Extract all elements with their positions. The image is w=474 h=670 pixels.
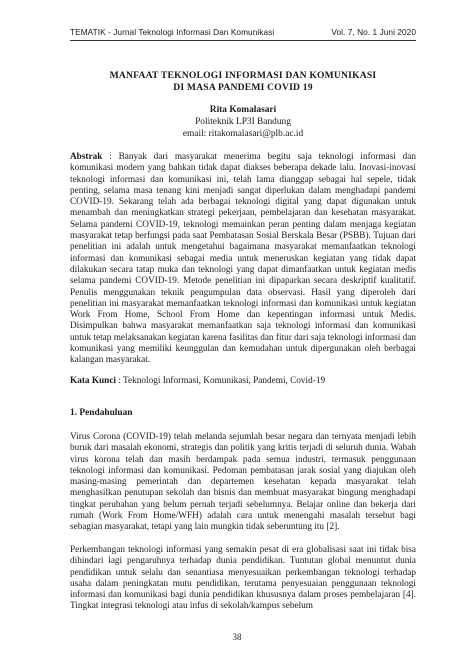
intro-paragraph-2: Perkembangan teknologi informasi yang semakin pesat di era globalisasi saat ini tidak bisa dihindari lagi pengaruhnya terhadap dunia pendidikan. Tuntutan global menuntut dunia pendidikan untuk selalu dan senantiasa menyesuaikan perkembangan teknologi terhadap usaha dalam peningkatan mutu pendidikan, terutama penyesuaian penggunaan teknologi informasi dan komunikasi bagi dunia pendidikan khususnya dalam proses pembelajaran [4]. Tingkat integrasi teknologi atau infus di sekolah/kampus sebelum (70, 545, 416, 612)
abstract-text: : Banyak dari masyarakat menerima begitu saja teknologi informasi dan komunikasi modern yang bahkan tidak dapat diakses beberapa dekade lalu. Inovasi-inovasi teknologi informasi dan komunikasi ini, telah lama dianggap sebagai hal sepele, tidak penting, selama masa tenang kini menjadi sangat diperlukan dalam menghadapi pandemi COVID-19. Sekarang telah ada berbagai teknologi digital yang dapat digunakan untuk menambah dan meningkatkan strategi pekerjaan, pembelajaran dan kesehatan masyarakat. Selama pandemi COVID-19, teknologi memainkan peran penting dalam menjaga kegiatan masyarakat tetap berfungsi pada saat Pembatasan Sosial Berskala Besar (PSBB). Tujuan dari penelitian ini adalah untuk mengetahui bagaimana masyarakat memanfaatkan teknologi informasi dan komunikasi sebagai media untuk meneruskan kegiatan yang tidak dapat dilakukan secara tatap muka dan teknologi yang dapat dimanfaatkan untuk kegiatan medis selama pandemi COVID-19. Metode penelitian ini dipaparkan secara deskriptif kualitatif. Penulis menggunakan teknik pengumpulan data observasi. Hasil yang diperoleh dari penelitian ini masyarakat memanfaatkan teknologi informasi dan komunikasi untuk kegiatan Work From Home, School From Home dan kepentingan informasi untuk Medis. Disimpulkan bahwa masyarakat memanfaatkan saja teknologi informasi dan komunikasi untuk tetap melaksanakan kegiatan karena fasilitas dan fitur dari saja teknologi informasi dan komunikasi yang memiliki keunggulan dan kemudahan untuk dipergunakan oleh berbagai kalangan masyarakat. (70, 152, 416, 366)
abstract-label: Abstrak (70, 152, 103, 162)
title-line-2: DI MASA PANDEMI COVID 19 (173, 82, 313, 93)
journal-volume: Vol. 7, No. 1 Juni 2020 (331, 27, 416, 37)
keywords-text: : Teknologi Informasi, Komunikasi, Pandemi, Covid-19 (116, 376, 326, 386)
abstract (70, 152, 416, 367)
keywords-label: Kata Kunci (70, 376, 116, 386)
author-affiliation: Politeknik LP3I Bandung (195, 116, 291, 127)
author-block (70, 105, 416, 140)
author-email: email: ritakomalasari@plb.ac.id (182, 128, 304, 139)
running-header (70, 27, 416, 41)
author-name: Rita Komalasari (209, 105, 277, 115)
journal-name: TEMATIK - Jurnal Teknologi Informasi Dan Komunikasi (70, 27, 275, 37)
paper-title (70, 70, 416, 94)
page-number: 38 (232, 632, 242, 642)
keywords (70, 376, 416, 387)
title-line-1: MANFAAT TEKNOLOGI INFORMASI DAN KOMUNIKASI (109, 70, 377, 81)
intro-paragraph-1: Virus Corona (COVID-19) telah melanda sejumlah besar negara dan ternyata menjadi lebih buruk dari masalah ekonomi, strategis dan politik yang kritis terjadi di seluruh dunia. Wabah virus korona telah dan masih berdampak pada semua industri, termasuk penggunaan teknologi informasi dan komunikasi. Pedoman pembatasan jarak sosial yang diajukan oleh masing-masing pemerintah dan departemen kesehatan kepada masyarakat telah menghasilkan penutupan sekolah dan bisnis dan membuat masyarakat bingung menghadapi tingkat perubahan yang belum pernah terjadi sebelumnya. Belajar online dan bekerja dari rumah (Work From Home/WFH) adalah cara untuk menengahi masalah tersebut bagi sebagian masyarakat, tetapi yang lain mungkin tidak seberuntung itu [2]. (70, 432, 416, 533)
section-heading: 1. Pendahuluan (70, 408, 133, 418)
